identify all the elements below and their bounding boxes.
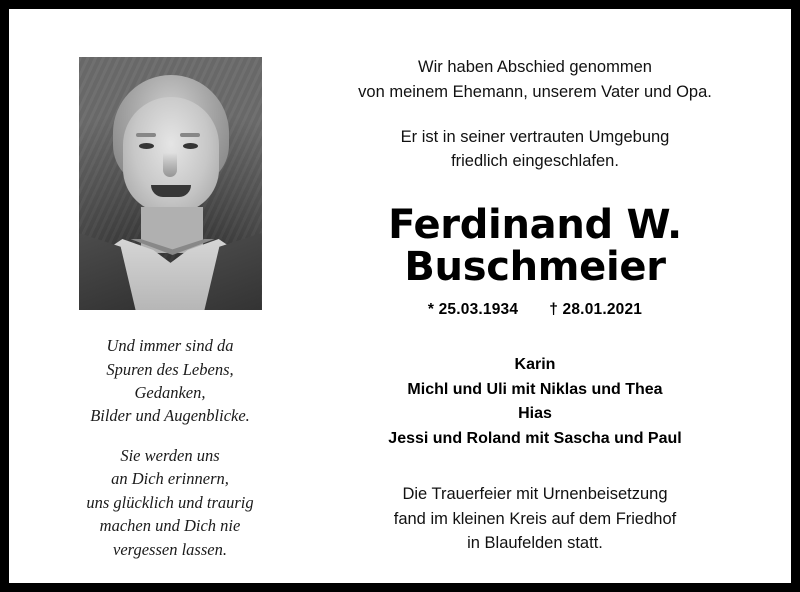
- announcement-line: Wir haben Abschied genommen: [418, 58, 652, 76]
- verse-line: Sie werden uns: [120, 445, 220, 465]
- mourner-line: Karin: [514, 355, 556, 373]
- portrait-nose: [163, 153, 177, 177]
- portrait-eye-right: [183, 143, 198, 149]
- life-dates: [428, 301, 642, 319]
- announcement-line: von meinem Ehemann, unserem Vater und Opa.: [358, 82, 712, 101]
- announcement-paragraph-2: [358, 125, 712, 175]
- deceased-name-line-2: Buschmeier: [404, 244, 666, 291]
- portrait-photo: [79, 57, 262, 310]
- verse-line: Spuren des Lebens,: [106, 359, 234, 379]
- funeral-notice: [394, 482, 676, 556]
- announcement-text: [358, 55, 712, 174]
- verse-line: uns glücklich und traurig: [86, 492, 254, 512]
- funeral-notice-line: Die Trauerfeier mit Urnenbeisetzung: [402, 484, 668, 503]
- portrait-eye-left: [139, 143, 154, 149]
- mourners-list: [388, 353, 681, 452]
- portrait-brow-right: [180, 133, 200, 137]
- birth-date: * 25.03.1934: [427, 300, 519, 318]
- mourner-line: Michl und Uli mit Niklas und Thea: [407, 380, 663, 398]
- right-column: [305, 39, 765, 561]
- verse-stanza-1: [86, 334, 253, 428]
- verse-line: Und immer sind da: [106, 336, 234, 356]
- funeral-notice-line: fand im kleinen Kreis auf dem Friedhof: [393, 509, 677, 528]
- verse-line: Bilder und Augenblicke.: [90, 406, 250, 426]
- announcement-line: Er ist in seiner vertrauten Umgebung: [400, 127, 670, 146]
- verse-line: vergessen lassen.: [113, 539, 227, 559]
- obituary-inner: [9, 9, 791, 583]
- verse-line: Gedanken,: [134, 383, 206, 403]
- verse-line: machen und Dich nie: [99, 516, 241, 536]
- funeral-notice-line: in Blaufelden statt.: [467, 534, 603, 553]
- mourner-line: Jessi und Roland mit Sascha und Paul: [388, 430, 682, 448]
- portrait-brow-left: [136, 133, 156, 137]
- announcement-paragraph-1: [358, 55, 712, 105]
- deceased-name: [388, 204, 682, 289]
- left-column: [35, 39, 305, 561]
- announcement-line: friedlich eingeschlafen.: [451, 152, 619, 171]
- verse-line: an Dich erinnern,: [111, 469, 229, 489]
- death-date: † 28.01.2021: [549, 300, 643, 318]
- memorial-verse: [86, 334, 253, 561]
- verse-stanza-2: [86, 444, 253, 561]
- mourner-line: Hias: [518, 405, 552, 423]
- portrait-mouth: [151, 185, 191, 197]
- deceased-name-line-1: Ferdinand W.: [388, 202, 682, 248]
